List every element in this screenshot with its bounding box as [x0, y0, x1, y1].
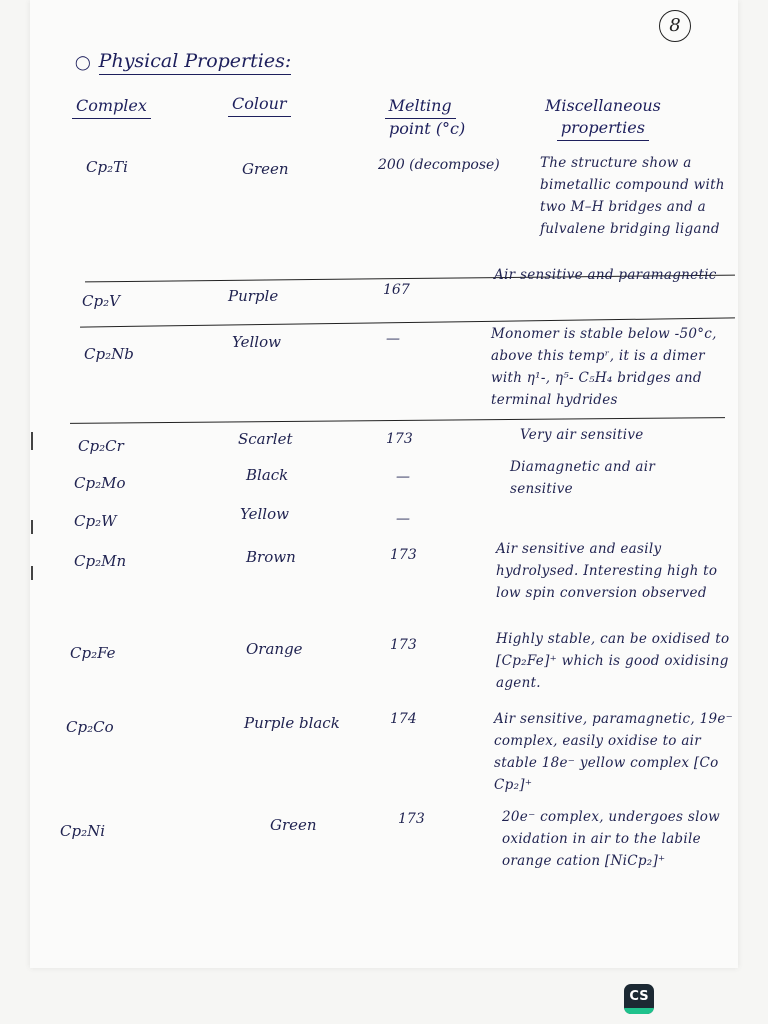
colour-cell: Purple black [244, 714, 340, 732]
misc-cell: Air sensitive and easily hydrolysed. Interesting high to low spin conversion observed [496, 541, 718, 601]
complex-cell: Cp₂Co [66, 718, 114, 736]
melting-point-cell: — [396, 469, 410, 485]
header-melting-point: Melting point (°c) [375, 96, 465, 139]
misc-cell: Air sensitive, paramagnetic, 19e⁻ complex, easily oxidise to air stable 18e⁻ yellow complex [Co Cp₂]⁺ [494, 711, 734, 793]
melting-point-cell: 173 [386, 431, 413, 447]
colour-cell: Purple [228, 287, 279, 305]
complex-cell: Cp₂Mo [74, 474, 126, 492]
misc-cell: Monomer is stable below -50°c, above this tempʳ, it is a dimer with η¹-, η⁵- C₅H₄ bridges and terminal hydrides [491, 326, 717, 408]
colour-cell: Black [246, 466, 289, 484]
melting-point-cell: 173 [390, 637, 417, 653]
complex-cell: Cp₂Cr [78, 437, 124, 455]
misc-cell: 20e⁻ complex, undergoes slow oxidation in air to the labile orange cation [NiCp₂]⁺ [502, 809, 720, 869]
page-number: 8 [659, 10, 691, 42]
margin-mark [31, 566, 33, 580]
misc-cell: Air sensitive and paramagnetic [494, 267, 717, 283]
header-misc-properties: Miscellaneous properties [545, 96, 661, 141]
colour-cell: Brown [246, 548, 296, 566]
melting-point-cell: 167 [383, 282, 410, 298]
header-colour: Colour [228, 94, 291, 117]
colour-cell: Green [242, 160, 289, 178]
misc-cell: Diamagnetic and air sensitive [510, 459, 656, 497]
margin-mark [31, 432, 33, 450]
melting-point-cell: 174 [390, 711, 417, 727]
melting-point-cell: — [386, 331, 400, 347]
header-complex: Complex [72, 96, 151, 119]
melting-point-cell: 173 [398, 811, 425, 827]
complex-cell: Cp₂Ni [60, 822, 106, 840]
colour-cell: Yellow [240, 505, 289, 523]
complex-cell: Cp₂Ti [86, 158, 128, 176]
misc-cell: Highly stable, can be oxidised to [Cp₂Fe]⁺ which is good oxidising agent. [496, 631, 730, 691]
section-title: ◯ Physical Properties: [75, 50, 291, 72]
melting-point-cell: — [396, 511, 410, 527]
colour-cell: Yellow [232, 333, 281, 351]
melting-point-cell: 200 (decompose) [378, 157, 500, 173]
complex-cell: Cp₂Fe [70, 644, 116, 662]
margin-mark [31, 520, 33, 534]
complex-cell: Cp₂Mn [74, 552, 127, 570]
colour-cell: Scarlet [238, 430, 293, 448]
melting-point-cell: 173 [390, 547, 417, 563]
complex-cell: Cp₂V [82, 292, 120, 310]
complex-cell: Cp₂W [74, 512, 117, 530]
colour-cell: Green [270, 816, 317, 834]
colour-cell: Orange [246, 640, 303, 658]
misc-cell: Very air sensitive [520, 427, 644, 443]
misc-cell: The structure show a bimetallic compound with two M–H bridges and a fulvalene bridging ligand [540, 155, 725, 237]
scanner-logo-icon: CS [624, 984, 654, 1014]
bullet-icon: ◯ [75, 55, 91, 71]
complex-cell: Cp₂Nb [84, 345, 134, 363]
